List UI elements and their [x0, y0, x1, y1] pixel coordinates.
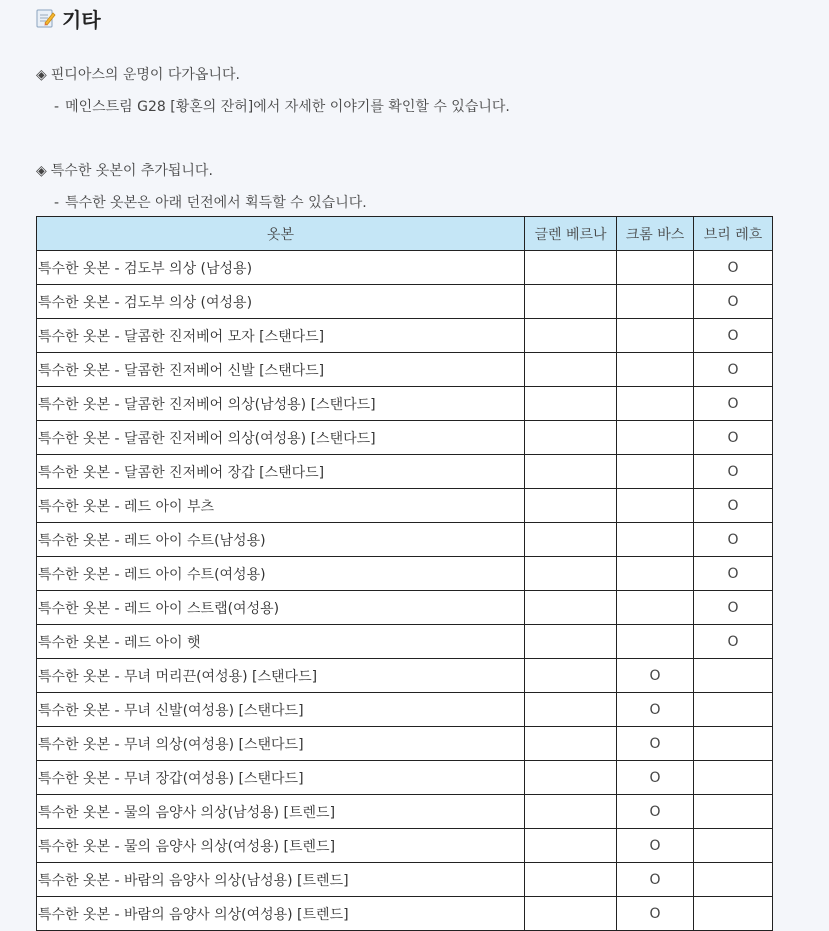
glenn-bearna-cell: [525, 761, 617, 795]
table-row: [37, 727, 773, 761]
diamond-bullet-icon: ◈: [36, 67, 47, 83]
bri-leith-cell: [694, 761, 773, 795]
crom-bas-cell: O: [617, 795, 694, 829]
pattern-name-cell: 특수한 옷본 - 물의 음양사 의상(여성용) [트렌드]: [37, 829, 525, 863]
glenn-bearna-cell: [525, 795, 617, 829]
glenn-bearna-cell: [525, 319, 617, 353]
glenn-bearna-cell: [525, 421, 617, 455]
crom-bas-cell: [617, 387, 694, 421]
bri-leith-cell: O: [694, 319, 773, 353]
page-title: 기타: [62, 7, 101, 32]
column-header-glenn-bearna: 글렌 베르나: [525, 217, 617, 251]
crom-bas-cell: [617, 625, 694, 659]
table-row: [37, 761, 773, 795]
table-row: [37, 319, 773, 353]
glenn-bearna-cell: [525, 387, 617, 421]
pattern-name-cell: 특수한 옷본 - 무녀 의상(여성용) [스탠다드]: [37, 727, 525, 761]
crom-bas-cell: O: [617, 727, 694, 761]
crom-bas-cell: [617, 421, 694, 455]
glenn-bearna-cell: [525, 693, 617, 727]
bri-leith-cell: O: [694, 625, 773, 659]
pattern-name-cell: 특수한 옷본 - 레드 아이 부츠: [37, 489, 525, 523]
glenn-bearna-cell: [525, 659, 617, 693]
pattern-name-cell: 특수한 옷본 - 달콤한 진저베어 의상(여성용) [스탠다드]: [37, 421, 525, 455]
dash-bullet: -: [54, 99, 60, 115]
table-row: [37, 693, 773, 727]
glenn-bearna-cell: [525, 557, 617, 591]
glenn-bearna-cell: [525, 251, 617, 285]
diamond-bullet-icon: ◈: [36, 163, 47, 179]
glenn-bearna-cell: [525, 863, 617, 897]
crom-bas-cell: O: [617, 897, 694, 931]
notice-patterns: [36, 160, 213, 180]
table-row: [37, 795, 773, 829]
pattern-name-cell: 특수한 옷본 - 레드 아이 수트(남성용): [37, 523, 525, 557]
glenn-bearna-cell: [525, 455, 617, 489]
pattern-name-cell: 특수한 옷본 - 바람의 음양사 의상(여성용) [트렌드]: [37, 897, 525, 931]
table-row: [37, 557, 773, 591]
pattern-name-cell: 특수한 옷본 - 레드 아이 스트랩(여성용): [37, 591, 525, 625]
glenn-bearna-cell: [525, 625, 617, 659]
crom-bas-cell: O: [617, 693, 694, 727]
table-row: [37, 897, 773, 931]
crom-bas-cell: [617, 285, 694, 319]
bri-leith-cell: O: [694, 387, 773, 421]
glenn-bearna-cell: [525, 285, 617, 319]
bri-leith-cell: [694, 659, 773, 693]
table-row: [37, 251, 773, 285]
notice-text: 핀디아스의 운명이 다가옵니다.: [50, 67, 240, 83]
memo-icon: [36, 8, 56, 28]
crom-bas-cell: [617, 591, 694, 625]
bri-leith-cell: O: [694, 285, 773, 319]
pattern-name-cell: 특수한 옷본 - 무녀 신발(여성용) [스탠다드]: [37, 693, 525, 727]
bri-leith-cell: O: [694, 557, 773, 591]
notice-detail-text: 메인스트림 G28 [황혼의 잔허]에서 자세한 이야기를 확인할 수 있습니다.: [65, 99, 510, 115]
table-row: [37, 625, 773, 659]
pattern-name-cell: 특수한 옷본 - 레드 아이 수트(여성용): [37, 557, 525, 591]
bri-leith-cell: [694, 795, 773, 829]
table-row: [37, 659, 773, 693]
bri-leith-cell: O: [694, 251, 773, 285]
crom-bas-cell: [617, 557, 694, 591]
bri-leith-cell: [694, 693, 773, 727]
table-row: [37, 489, 773, 523]
glenn-bearna-cell: [525, 591, 617, 625]
table-row: [37, 353, 773, 387]
crom-bas-cell: [617, 319, 694, 353]
notice-destiny: [36, 64, 240, 84]
crom-bas-cell: O: [617, 761, 694, 795]
bri-leith-cell: O: [694, 591, 773, 625]
bri-leith-cell: O: [694, 523, 773, 557]
pattern-name-cell: 특수한 옷본 - 달콤한 진저베어 장갑 [스탠다드]: [37, 455, 525, 489]
pattern-drop-table: [36, 216, 773, 931]
crom-bas-cell: O: [617, 659, 694, 693]
glenn-bearna-cell: [525, 523, 617, 557]
pattern-name-cell: 특수한 옷본 - 바람의 음양사 의상(남성용) [트렌드]: [37, 863, 525, 897]
notice-detail-text: 특수한 옷본은 아래 던전에서 획득할 수 있습니다.: [65, 195, 367, 211]
section-heading: [36, 4, 101, 32]
crom-bas-cell: [617, 489, 694, 523]
bri-leith-cell: O: [694, 353, 773, 387]
glenn-bearna-cell: [525, 353, 617, 387]
table-body: [37, 251, 773, 931]
table-row: [37, 455, 773, 489]
pattern-name-cell: 특수한 옷본 - 물의 음양사 의상(남성용) [트렌드]: [37, 795, 525, 829]
table-row: [37, 829, 773, 863]
bri-leith-cell: O: [694, 455, 773, 489]
glenn-bearna-cell: [525, 897, 617, 931]
pattern-name-cell: 특수한 옷본 - 무녀 장갑(여성용) [스탠다드]: [37, 761, 525, 795]
crom-bas-cell: O: [617, 829, 694, 863]
pattern-name-cell: 특수한 옷본 - 검도부 의상 (여성용): [37, 285, 525, 319]
column-header-bri-leith: 브리 레흐: [694, 217, 773, 251]
table-row: [37, 421, 773, 455]
table-header-row: [37, 217, 773, 251]
pattern-name-cell: 특수한 옷본 - 달콤한 진저베어 신발 [스탠다드]: [37, 353, 525, 387]
glenn-bearna-cell: [525, 489, 617, 523]
crom-bas-cell: [617, 523, 694, 557]
column-header-pattern: 옷본: [37, 217, 525, 251]
bri-leith-cell: [694, 897, 773, 931]
bri-leith-cell: [694, 829, 773, 863]
notice-text: 특수한 옷본이 추가됩니다.: [50, 163, 213, 179]
bri-leith-cell: [694, 727, 773, 761]
table-row: [37, 591, 773, 625]
table-row: [37, 387, 773, 421]
pattern-name-cell: 특수한 옷본 - 달콤한 진저베어 모자 [스탠다드]: [37, 319, 525, 353]
bri-leith-cell: O: [694, 421, 773, 455]
crom-bas-cell: [617, 455, 694, 489]
pattern-name-cell: 특수한 옷본 - 레드 아이 햇: [37, 625, 525, 659]
pattern-name-cell: 특수한 옷본 - 달콤한 진저베어 의상(남성용) [스탠다드]: [37, 387, 525, 421]
dash-bullet: -: [54, 195, 60, 211]
glenn-bearna-cell: [525, 829, 617, 863]
crom-bas-cell: [617, 251, 694, 285]
crom-bas-cell: O: [617, 863, 694, 897]
notice-detail: [54, 96, 510, 116]
bri-leith-cell: O: [694, 489, 773, 523]
notice-detail: [54, 192, 367, 212]
bri-leith-cell: [694, 863, 773, 897]
table-row: [37, 285, 773, 319]
glenn-bearna-cell: [525, 727, 617, 761]
pattern-name-cell: 특수한 옷본 - 검도부 의상 (남성용): [37, 251, 525, 285]
crom-bas-cell: [617, 353, 694, 387]
table-row: [37, 863, 773, 897]
table-row: [37, 523, 773, 557]
pattern-name-cell: 특수한 옷본 - 무녀 머리끈(여성용) [스탠다드]: [37, 659, 525, 693]
column-header-crom-bas: 크롬 바스: [617, 217, 694, 251]
